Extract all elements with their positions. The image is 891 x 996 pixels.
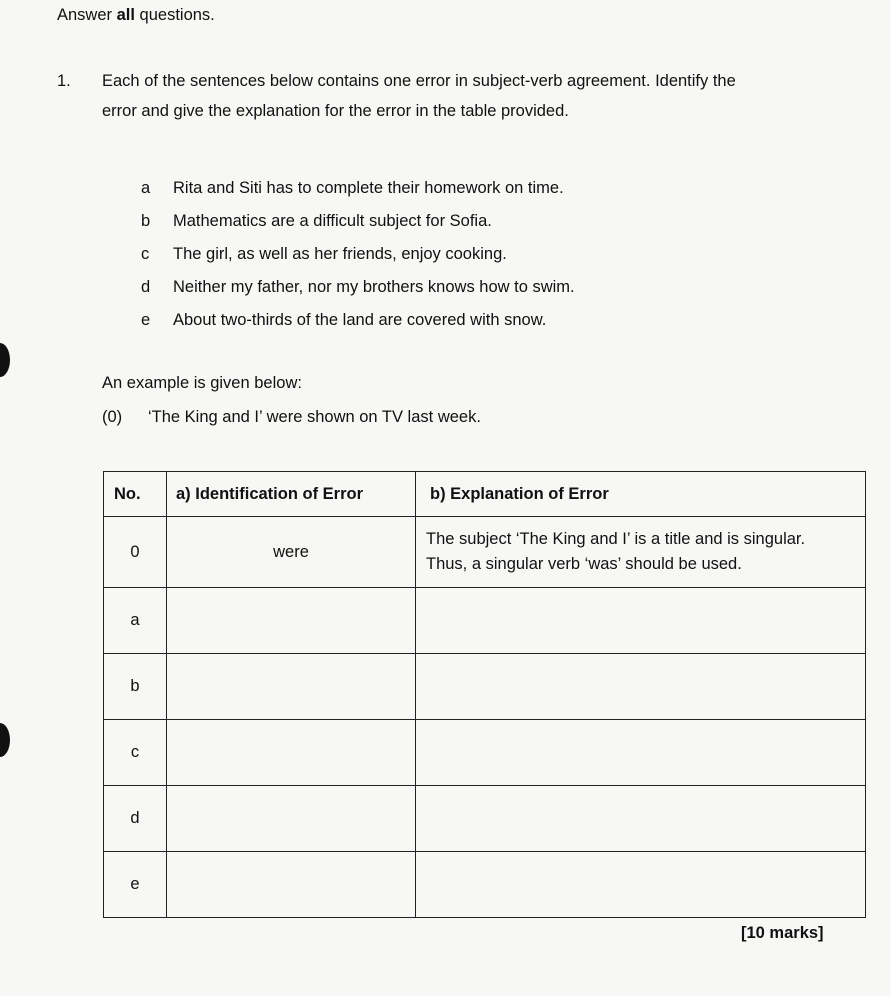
row-number: 0 (104, 517, 167, 588)
error-answer-cell[interactable] (167, 852, 416, 918)
table-row (104, 852, 866, 918)
error-answer-cell[interactable] (167, 588, 416, 654)
binder-hole-bottom (0, 723, 10, 757)
explanation-answer-cell[interactable] (416, 588, 866, 654)
question-text-line1: Each of the sentences below contains one error in subject-verb agreement. Identify the (102, 72, 736, 90)
sentence-text: Rita and Siti has to complete their homework on time. (173, 179, 564, 197)
explanation-line1: The subject ‘The King and I’ is a title and is singular. (426, 530, 806, 548)
error-answer-cell[interactable] (167, 654, 416, 720)
example-sentence: ‘The King and I’ were shown on TV last week. (148, 408, 481, 426)
sentence-letter: e (141, 311, 151, 329)
marks-label: [10 marks] (741, 924, 824, 942)
explanation-answer-cell[interactable] (416, 720, 866, 786)
header-no: No. (104, 472, 167, 517)
row-number: d (104, 786, 167, 852)
binder-hole-top (0, 343, 10, 377)
example-label: (0) (102, 408, 123, 426)
explanation-answer-cell[interactable] (416, 654, 866, 720)
row-number: e (104, 852, 167, 918)
table-row (104, 654, 866, 720)
sentence-text: Neither my father, nor my brothers knows how to swim. (173, 278, 575, 296)
row-number: a (104, 588, 167, 654)
table-row (104, 720, 866, 786)
row-number: b (104, 654, 167, 720)
error-cell: were (167, 517, 416, 588)
example-intro: An example is given below: (102, 374, 302, 392)
row-number: c (104, 720, 167, 786)
question-text-line2: error and give the explanation for the error in the table provided. (102, 102, 569, 120)
sentence-text: About two-thirds of the land are covered with snow. (173, 311, 547, 329)
question-number: 1. (57, 72, 71, 90)
sentence-letter: d (141, 278, 151, 296)
table-header-row (104, 472, 866, 517)
sentence-letter: a (141, 179, 151, 197)
table-row (104, 786, 866, 852)
table-row-example (104, 517, 866, 588)
header-explanation: b) Explanation of Error (416, 472, 866, 517)
sentence-letter: b (141, 212, 151, 230)
table-row (104, 588, 866, 654)
header-identification: a) Identification of Error (167, 472, 416, 517)
error-answer-cell[interactable] (167, 720, 416, 786)
sentence-letter: c (141, 245, 150, 263)
explanation-cell (416, 517, 866, 588)
sentence-text: Mathematics are a difficult subject for Sofia. (173, 212, 492, 230)
instruction: Answer all questions. (57, 6, 215, 24)
answer-table (103, 471, 866, 918)
error-answer-cell[interactable] (167, 786, 416, 852)
explanation-answer-cell[interactable] (416, 852, 866, 918)
explanation-line2: Thus, a singular verb ‘was’ should be used. (426, 555, 742, 573)
sentence-text: The girl, as well as her friends, enjoy cooking. (173, 245, 507, 263)
explanation-answer-cell[interactable] (416, 786, 866, 852)
